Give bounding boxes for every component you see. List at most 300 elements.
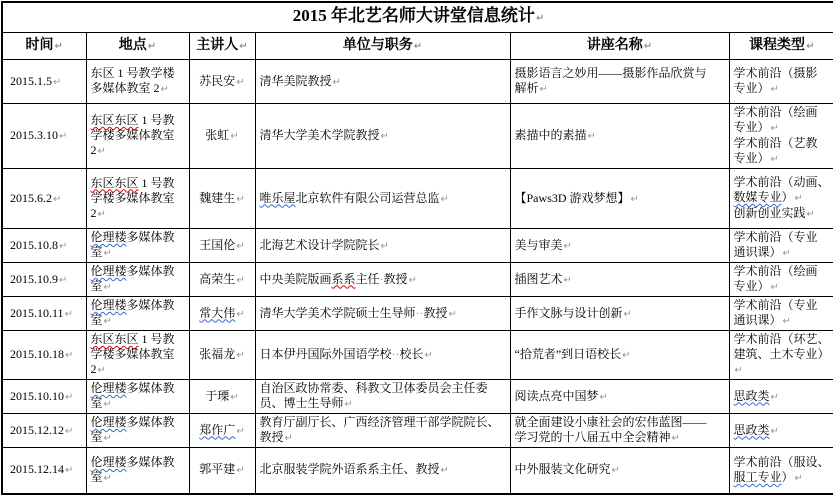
cell-type[interactable] <box>729 414 833 448</box>
paragraph-mark: ↵ <box>540 84 548 95</box>
cell-text: 学术前沿（环艺、 <box>734 332 830 346</box>
grammar-flagged-text: 思政类 <box>734 389 770 403</box>
cell-text: 素描中的素描 <box>515 128 587 142</box>
grammar-flagged-text: 伦理楼 <box>91 298 127 312</box>
paragraph <box>10 347 82 363</box>
paragraph <box>10 306 82 322</box>
cell-type[interactable] <box>729 331 833 380</box>
paragraph <box>734 66 833 97</box>
paragraph-mark: ↵ <box>104 248 112 259</box>
paragraph-mark: ↵ <box>783 248 791 259</box>
cell-location[interactable] <box>86 331 189 380</box>
cell-text: 于瑮 <box>205 389 229 403</box>
cell-unit[interactable] <box>255 60 510 104</box>
grammar-flagged-text: 郑作广 <box>199 423 235 437</box>
paragraph-mark: ↵ <box>414 41 422 52</box>
cell-location[interactable] <box>86 169 189 229</box>
cell-location[interactable] <box>86 380 189 414</box>
cell-text: ） <box>782 190 794 204</box>
document-title-text: 2015 年北艺名师大讲堂信息统计 <box>293 6 535 25</box>
cell-speaker[interactable] <box>189 448 255 494</box>
cell-text: 学楼多媒体教室 <box>91 191 175 205</box>
paragraph <box>734 298 833 329</box>
space-mark: ·· <box>416 306 424 320</box>
cell-speaker[interactable] <box>189 60 255 104</box>
cell-text: 中央美院版画 <box>260 272 332 286</box>
cell-text: 学术前沿（专业 <box>734 298 818 312</box>
paragraph <box>515 306 725 322</box>
cell-time[interactable] <box>2 380 86 414</box>
paragraph <box>91 298 185 329</box>
cell-location[interactable] <box>86 263 189 297</box>
paragraph-mark: ↵ <box>236 426 244 437</box>
paragraph <box>10 423 82 439</box>
cell-text: 就全面建设小康社会的宏伟蓝图—— <box>515 415 707 429</box>
space-mark: ·· <box>392 347 400 361</box>
cell-text: 教育厅副厅长、广西经济管理干部学院院长、 <box>260 415 500 429</box>
cell-lecture[interactable] <box>510 414 729 448</box>
paragraph-mark: ↵ <box>98 146 106 157</box>
column-header-location[interactable] <box>86 33 189 60</box>
cell-text: 2015.6.2 <box>10 191 52 205</box>
paragraph-mark: ↵ <box>624 309 632 320</box>
cell-text: 室 <box>91 279 103 293</box>
column-header-lecture[interactable] <box>510 33 729 60</box>
cell-unit[interactable] <box>255 414 510 448</box>
paragraph-mark: ↵ <box>564 241 572 252</box>
cell-text: 清华大学美术学院教授 <box>260 128 380 142</box>
cell-text: 【Paws3D 游戏梦想】 <box>515 191 630 205</box>
cell-text: 多媒体教 <box>127 264 175 278</box>
cell-text: 摄影语言之妙用——摄影作品欣赏与 <box>515 66 707 80</box>
paragraph-mark: ↵ <box>65 350 73 361</box>
cell-time[interactable] <box>2 414 86 448</box>
table-row <box>2 331 833 380</box>
grammar-flagged-text: 数媒专业 <box>734 190 782 204</box>
paragraph <box>10 462 82 478</box>
paragraph <box>260 381 506 412</box>
cell-text: 2015.3.10 <box>10 128 58 142</box>
cell-type[interactable] <box>729 297 833 331</box>
cell-lecture[interactable] <box>510 263 729 297</box>
paragraph <box>515 272 725 288</box>
paragraph-mark: ↵ <box>441 465 449 476</box>
cell-text: 美与审美 <box>515 238 563 252</box>
paragraph <box>91 455 185 486</box>
column-header-label: 单位与职务 <box>343 38 413 53</box>
paragraph <box>194 272 251 288</box>
grammar-flagged-text: 伦理楼 <box>91 381 127 395</box>
paragraph-mark: ↵ <box>104 473 112 484</box>
cell-text: 学术前沿（动画、 <box>734 175 830 189</box>
cell-text: 多媒体教 <box>127 455 175 469</box>
column-header-label: 时间 <box>26 38 54 53</box>
cell-text: 苏民安 <box>199 74 235 88</box>
paragraph <box>515 66 725 97</box>
column-header-label: 主讲人 <box>196 38 238 53</box>
cell-lecture[interactable] <box>510 380 729 414</box>
cell-text: 2 <box>91 362 97 376</box>
cell-text: 张虹 <box>205 128 229 142</box>
cell-text: 多媒体教 <box>127 298 175 312</box>
cell-text: 教授 <box>384 272 408 286</box>
cell-text: 1 号教 <box>139 176 175 190</box>
table-row <box>2 380 833 414</box>
cell-type[interactable] <box>729 169 833 229</box>
paragraph <box>10 191 82 207</box>
paragraph <box>734 264 833 295</box>
cell-text: 学楼多媒体教室 <box>91 128 175 142</box>
paragraph-mark: ↵ <box>59 131 67 142</box>
cell-unit[interactable] <box>255 297 510 331</box>
cell-type[interactable] <box>729 229 833 263</box>
paragraph-mark: ↵ <box>631 194 639 205</box>
cell-text: 东区 1 号教学楼 <box>91 66 175 80</box>
paragraph <box>91 230 185 261</box>
paragraph-mark: ↵ <box>148 41 156 52</box>
paragraph-mark: ↵ <box>783 316 791 327</box>
cell-lecture[interactable] <box>510 104 729 169</box>
paragraph <box>194 423 251 439</box>
cell-text: 清华美院教授 <box>260 74 332 88</box>
paragraph <box>734 230 833 261</box>
paragraph-mark: ↵ <box>600 392 608 403</box>
cell-text: 高荣生 <box>199 272 235 286</box>
paragraph <box>10 128 82 144</box>
paragraph-mark: ↵ <box>425 350 433 361</box>
table-row <box>2 229 833 263</box>
grammar-flagged-text: 伦理楼 <box>91 230 127 244</box>
cell-unit[interactable] <box>255 448 510 494</box>
paragraph-mark: ↵ <box>65 309 73 320</box>
paragraph-mark: ↵ <box>771 392 779 403</box>
cell-text: 室 <box>91 430 103 444</box>
cell-text: 专业） <box>734 81 770 95</box>
cell-speaker[interactable] <box>189 297 255 331</box>
cell-time[interactable] <box>2 331 86 380</box>
cell-unit[interactable] <box>255 380 510 414</box>
cell-speaker[interactable] <box>189 380 255 414</box>
cell-unit[interactable] <box>255 169 510 229</box>
cell-lecture[interactable] <box>510 169 729 229</box>
paragraph-mark: ↵ <box>345 399 353 410</box>
paragraph <box>194 462 251 478</box>
cell-text: 学楼多媒体教室 <box>91 347 175 361</box>
column-header-label: 地点 <box>119 38 147 53</box>
cell-location[interactable] <box>86 297 189 331</box>
paragraph <box>734 175 833 206</box>
cell-text: 2015.10.9 <box>10 272 58 286</box>
grammar-flagged-text: 思政类 <box>734 423 770 437</box>
cell-text: 魏建生 <box>199 191 235 205</box>
cell-lecture[interactable] <box>510 448 729 494</box>
cell-text: 解析 <box>515 81 539 95</box>
cell-text: 郭平建 <box>199 462 235 476</box>
cell-speaker[interactable] <box>189 229 255 263</box>
paragraph-mark: ↵ <box>236 350 244 361</box>
cell-time[interactable] <box>2 229 86 263</box>
paragraph-mark: ↵ <box>333 77 341 88</box>
paragraph-mark: ↵ <box>236 275 244 286</box>
cell-text: 2015.10.8 <box>10 238 58 252</box>
cell-unit[interactable] <box>255 229 510 263</box>
paragraph-mark: ↵ <box>806 41 814 52</box>
cell-text: 中外服装文化研究 <box>515 462 611 476</box>
cell-unit[interactable] <box>255 331 510 380</box>
cell-text: 2015.10.11 <box>10 306 64 320</box>
grammar-flagged-text: 伦理楼 <box>91 264 127 278</box>
spellcheck-flagged-text: 东区东区 <box>91 113 139 127</box>
spellcheck-flagged-text: 东区东区 <box>91 332 139 346</box>
cell-text: 通识课） <box>734 313 782 327</box>
table-row <box>2 263 833 297</box>
paragraph <box>194 128 251 144</box>
paragraph <box>515 389 725 405</box>
grammar-flagged-text: 唯乐屋 <box>260 191 296 205</box>
cell-location[interactable] <box>86 414 189 448</box>
paragraph-mark: ↵ <box>236 309 244 320</box>
cell-unit[interactable] <box>255 263 510 297</box>
paragraph <box>515 238 725 254</box>
cell-text: 北海艺术设计学院院长 <box>260 238 380 252</box>
paragraph-mark: ↵ <box>449 309 457 320</box>
cell-text: 学术前沿（摄影 <box>734 66 818 80</box>
paragraph-mark: ↵ <box>236 77 244 88</box>
grammar-flagged-text: 伦理楼 <box>91 415 127 429</box>
paragraph <box>91 66 185 97</box>
cell-text: 阅读点亮中国梦 <box>515 389 599 403</box>
cell-type[interactable] <box>729 380 833 414</box>
paragraph-mark: ↵ <box>104 433 112 444</box>
paragraph-mark: ↵ <box>771 123 779 134</box>
paragraph-mark: ↵ <box>104 399 112 410</box>
paragraph <box>91 332 185 378</box>
cell-text: 学术前沿（绘画 <box>734 105 818 119</box>
cell-text: 室 <box>91 470 103 484</box>
cell-time[interactable] <box>2 104 86 169</box>
paragraph <box>260 128 506 144</box>
paragraph-mark: ↵ <box>795 193 803 204</box>
table-row <box>2 448 833 494</box>
cell-text: 王国伦 <box>199 238 235 252</box>
paragraph <box>194 306 251 322</box>
paragraph <box>260 462 506 478</box>
paragraph-mark: ↵ <box>65 465 73 476</box>
paragraph-mark: ↵ <box>236 194 244 205</box>
paragraph-mark: ↵ <box>795 473 803 484</box>
paragraph-mark: ↵ <box>672 433 680 444</box>
paragraph <box>734 389 833 405</box>
cell-time[interactable] <box>2 297 86 331</box>
column-header-unit[interactable] <box>255 33 510 60</box>
paragraph <box>734 332 833 378</box>
paragraph <box>734 423 833 439</box>
paragraph-mark: ↵ <box>230 392 238 403</box>
paragraph-mark: ↵ <box>98 209 106 220</box>
cell-text: 学术前沿（绘画 <box>734 264 818 278</box>
paragraph-mark: ↵ <box>564 275 572 286</box>
paragraph-mark: ↵ <box>230 131 238 142</box>
cell-type[interactable] <box>729 263 833 297</box>
cell-time[interactable] <box>2 448 86 494</box>
cell-text: 创新创业实践 <box>734 206 806 220</box>
paragraph-mark: ↵ <box>236 241 244 252</box>
paragraph-mark: ↵ <box>771 84 779 95</box>
cell-text: 教授 <box>424 306 448 320</box>
paragraph <box>515 128 725 144</box>
cell-unit[interactable] <box>255 104 510 169</box>
cell-text: 多媒体教 <box>127 381 175 395</box>
paragraph <box>260 415 506 446</box>
cell-type[interactable] <box>729 60 833 104</box>
paragraph-mark: ↵ <box>161 84 169 95</box>
cell-type[interactable] <box>729 104 833 169</box>
cell-text: ） <box>782 470 794 484</box>
column-header-time[interactable] <box>2 33 86 60</box>
cell-speaker[interactable] <box>189 414 255 448</box>
column-header-label: 讲座名称 <box>587 38 643 53</box>
cell-text: 多媒体教 <box>127 230 175 244</box>
cell-text: 专业） <box>734 120 770 134</box>
paragraph <box>194 238 251 254</box>
paragraph <box>515 462 725 478</box>
cell-text: 清华大学美术学院硕士生导师 <box>260 306 416 320</box>
cell-text: 插图艺术 <box>515 272 563 286</box>
cell-text: 自治区政协常委、科教文卫体委员会主任委 <box>260 381 488 395</box>
paragraph <box>91 176 185 222</box>
cell-speaker[interactable] <box>189 331 255 380</box>
column-header-label: 课程类型 <box>749 38 805 53</box>
title-row <box>2 2 833 33</box>
table-row <box>2 414 833 448</box>
cell-text: 学术前沿（艺教 <box>734 136 818 150</box>
cell-text: 专业） <box>734 279 770 293</box>
paragraph-mark: ↵ <box>285 433 293 444</box>
cell-text: 学习党的十八届五中全会精神 <box>515 430 671 444</box>
paragraph-mark: ↵ <box>236 465 244 476</box>
paragraph-mark: ↵ <box>644 41 652 52</box>
paragraph-mark: ↵ <box>381 241 389 252</box>
paragraph-mark: ↵ <box>612 465 620 476</box>
paragraph-mark: ↵ <box>381 131 389 142</box>
cell-type[interactable] <box>729 448 833 494</box>
cell-time[interactable] <box>2 169 86 229</box>
table-row <box>2 169 833 229</box>
paragraph <box>10 389 82 405</box>
cell-time[interactable] <box>2 263 86 297</box>
cell-text: “拾荒者”到日语校长 <box>515 347 622 361</box>
paragraph-mark: ↵ <box>771 426 779 437</box>
cell-text: 学术前沿（专业 <box>734 230 818 244</box>
cell-lecture[interactable] <box>510 297 729 331</box>
column-header-type[interactable] <box>729 33 833 60</box>
paragraph <box>194 347 251 363</box>
paragraph <box>734 105 833 136</box>
paragraph-mark: ↵ <box>104 316 112 327</box>
cell-text: 室 <box>91 396 103 410</box>
cell-text: 主任 <box>356 272 380 286</box>
paragraph <box>194 74 251 90</box>
paragraph-mark: ↵ <box>65 392 73 403</box>
cell-text: 2 <box>91 206 97 220</box>
paragraph-mark: ↵ <box>622 350 630 361</box>
paragraph <box>515 347 725 363</box>
cell-text: 2015.12.14 <box>10 462 64 476</box>
cell-text: 学术前沿（服设、 <box>734 455 830 469</box>
cell-location[interactable] <box>86 104 189 169</box>
paragraph <box>260 74 506 90</box>
paragraph-mark: ↵ <box>807 209 815 220</box>
spellcheck-flagged-text: 东区东区 <box>91 176 139 190</box>
paragraph-mark: ↵ <box>53 77 61 88</box>
cell-text: 校长 <box>400 347 424 361</box>
cell-speaker[interactable] <box>189 263 255 297</box>
paragraph <box>260 238 506 254</box>
grammar-flagged-text: 服工专业 <box>734 470 782 484</box>
cell-text: 室 <box>91 313 103 327</box>
cell-time[interactable] <box>2 60 86 104</box>
paragraph <box>91 415 185 446</box>
cell-speaker[interactable] <box>189 104 255 169</box>
paragraph-mark: ↵ <box>771 154 779 165</box>
cell-text: 教授 <box>260 430 284 444</box>
cell-text: 室 <box>91 245 103 259</box>
cell-text: 1 号教 <box>139 113 175 127</box>
paragraph <box>734 455 833 486</box>
grammar-flagged-text: 伦理楼 <box>91 455 127 469</box>
paragraph <box>91 381 185 412</box>
cell-text: 日本伊丹国际外国语学校 <box>260 347 392 361</box>
cell-location[interactable] <box>86 448 189 494</box>
document-title[interactable] <box>2 2 833 33</box>
cell-lecture[interactable] <box>510 229 729 263</box>
cell-speaker[interactable] <box>189 169 255 229</box>
cell-location[interactable] <box>86 60 189 104</box>
paragraph <box>260 306 506 322</box>
paragraph-mark: ↵ <box>104 282 112 293</box>
paragraph-mark: ↵ <box>588 131 596 142</box>
paragraph-mark: ↵ <box>536 13 544 24</box>
column-header-speaker[interactable] <box>189 33 255 60</box>
paragraph-mark: ↵ <box>239 41 247 52</box>
paragraph-mark: ↵ <box>441 194 449 205</box>
cell-text: 2015.12.12 <box>10 423 64 437</box>
paragraph <box>260 347 506 363</box>
cell-text: 通识课） <box>734 245 782 259</box>
cell-location[interactable] <box>86 229 189 263</box>
space-mark: · <box>380 272 384 286</box>
paragraph <box>260 191 506 207</box>
cell-text: 2015.10.10 <box>10 389 64 403</box>
paragraph-mark: ↵ <box>59 241 67 252</box>
cell-text: 2015.10.18 <box>10 347 64 361</box>
grammar-flagged-text: 常大伟 <box>199 306 235 320</box>
paragraph-mark: ↵ <box>59 275 67 286</box>
cell-text: 北京服装学院外语系系主任、教授 <box>260 462 440 476</box>
cell-text: 张福龙 <box>199 347 235 361</box>
cell-lecture[interactable] <box>510 331 729 380</box>
paragraph <box>194 191 251 207</box>
paragraph-mark: ↵ <box>55 41 63 52</box>
cell-text: 手作文脉与设计创新 <box>515 306 623 320</box>
paragraph <box>91 264 185 295</box>
document-page <box>1 1 832 495</box>
spellcheck-flagged-text: 系系 <box>332 272 356 286</box>
paragraph-mark: ↵ <box>735 365 743 376</box>
cell-lecture[interactable] <box>510 60 729 104</box>
cell-text: 专业） <box>734 151 770 165</box>
paragraph-mark: ↵ <box>53 194 61 205</box>
